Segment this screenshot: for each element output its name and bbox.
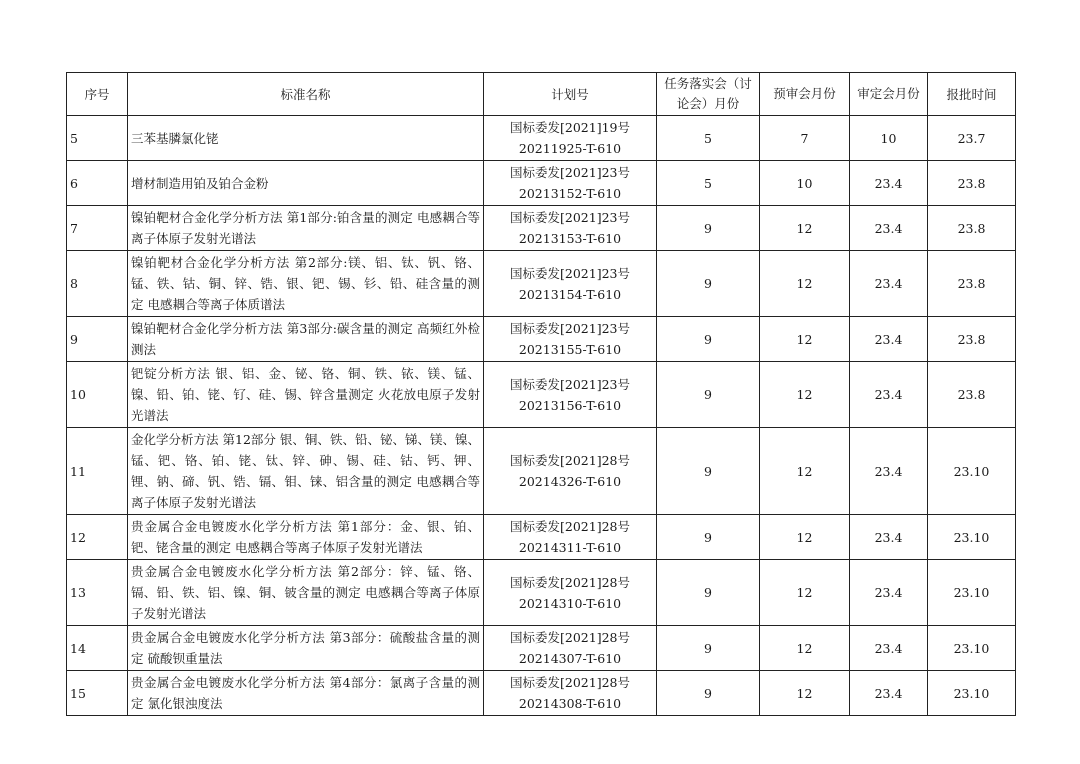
cell-report-time: 23.8 bbox=[928, 251, 1016, 317]
table-row bbox=[67, 206, 1016, 251]
cell-standard-name: 贵金属合金电镀废水化学分析方法 第4部分：氯离子含量的测定 氯化银浊度法 bbox=[128, 671, 484, 716]
cell-standard-name: 镍铂靶材合金化学分析方法 第2部分:镁、铝、钛、钒、铬、锰、铁、钴、铜、锌、锆、银、钯、锡、钐、铅、硅含量的测定 电感耦合等离子体质谱法 bbox=[128, 251, 484, 317]
plan-number: 20214310-T-610 bbox=[518, 595, 622, 611]
plan-document: 国标委发[2021]28号 bbox=[510, 453, 630, 468]
cell-pre-review-month: 12 bbox=[760, 428, 850, 515]
plan-number: 20211925-T-610 bbox=[518, 141, 622, 156]
cell-final-review-month: 23.4 bbox=[850, 317, 928, 362]
table-row bbox=[67, 560, 1016, 626]
table-row bbox=[67, 317, 1016, 362]
plan-document: 国标委发[2021]28号 bbox=[510, 519, 630, 534]
cell-standard-name: 三苯基膦氯化铑 bbox=[128, 116, 484, 161]
cell-plan bbox=[484, 251, 657, 317]
cell-report-time: 23.10 bbox=[928, 671, 1016, 716]
cell-task-month: 9 bbox=[657, 671, 760, 716]
header-report-time: 报批时间 bbox=[928, 73, 1016, 116]
cell-final-review-month: 23.4 bbox=[850, 515, 928, 560]
cell-seq: 7 bbox=[67, 206, 128, 251]
cell-report-time: 23.10 bbox=[928, 626, 1016, 671]
cell-report-time: 23.7 bbox=[928, 116, 1016, 161]
cell-plan bbox=[484, 362, 657, 428]
cell-task-month: 5 bbox=[657, 161, 760, 206]
plan-document: 国标委发[2021]23号 bbox=[510, 165, 630, 180]
cell-pre-review-month: 12 bbox=[760, 251, 850, 317]
cell-report-time: 23.10 bbox=[928, 428, 1016, 515]
cell-pre-review-month: 7 bbox=[760, 116, 850, 161]
cell-seq: 6 bbox=[67, 161, 128, 206]
plan-document: 国标委发[2021]23号 bbox=[510, 321, 630, 336]
table-row bbox=[67, 515, 1016, 560]
cell-seq: 8 bbox=[67, 251, 128, 317]
plan-number: 20213154-T-610 bbox=[518, 286, 622, 302]
cell-seq: 14 bbox=[67, 626, 128, 671]
cell-plan bbox=[484, 161, 657, 206]
cell-seq: 11 bbox=[67, 428, 128, 515]
plan-number: 20213155-T-610 bbox=[518, 342, 622, 357]
plan-document: 国标委发[2021]23号 bbox=[510, 265, 630, 281]
table-row bbox=[67, 251, 1016, 317]
cell-final-review-month: 23.4 bbox=[850, 428, 928, 515]
plan-number: 20214308-T-610 bbox=[518, 696, 622, 711]
cell-standard-name: 贵金属合金电镀废水化学分析方法 第1部分：金、银、铂、钯、铑含量的测定 电感耦合等离子体原子发射光谱法 bbox=[128, 515, 484, 560]
table-row bbox=[67, 428, 1016, 515]
cell-pre-review-month: 12 bbox=[760, 515, 850, 560]
table-row bbox=[67, 161, 1016, 206]
cell-final-review-month: 23.4 bbox=[850, 671, 928, 716]
cell-pre-review-month: 12 bbox=[760, 626, 850, 671]
cell-final-review-month: 23.4 bbox=[850, 626, 928, 671]
table-row bbox=[67, 362, 1016, 428]
cell-report-time: 23.8 bbox=[928, 206, 1016, 251]
cell-task-month: 9 bbox=[657, 560, 760, 626]
cell-standard-name: 金化学分析方法 第12部分 银、铜、铁、铅、铋、锑、镁、镍、锰、钯、铬、铂、铑、钛、锌、砷、锡、硅、钴、钙、钾、锂、钠、碲、钒、锆、镉、钼、铼、铝含量的测定 电感耦合等离子体原子发射光谱法 bbox=[128, 428, 484, 515]
header-row bbox=[67, 73, 1016, 116]
header-name: 标准名称 bbox=[128, 73, 484, 116]
cell-plan bbox=[484, 671, 657, 716]
cell-report-time: 23.8 bbox=[928, 161, 1016, 206]
cell-standard-name: 贵金属合金电镀废水化学分析方法 第2部分：锌、锰、铬、镉、铅、铁、铝、镍、铜、铍含量的测定 电感耦合等离子体原子发射光谱法 bbox=[128, 560, 484, 626]
cell-final-review-month: 23.4 bbox=[850, 206, 928, 251]
cell-final-review-month: 10 bbox=[850, 116, 928, 161]
cell-pre-review-month: 12 bbox=[760, 671, 850, 716]
plan-document: 国标委发[2021]28号 bbox=[510, 574, 630, 590]
cell-standard-name: 镍铂靶材合金化学分析方法 第3部分:碳含量的测定 高频红外检测法 bbox=[128, 317, 484, 362]
cell-task-month: 9 bbox=[657, 206, 760, 251]
cell-final-review-month: 23.4 bbox=[850, 251, 928, 317]
cell-plan bbox=[484, 626, 657, 671]
cell-final-review-month: 23.4 bbox=[850, 560, 928, 626]
cell-task-month: 9 bbox=[657, 515, 760, 560]
cell-task-month: 9 bbox=[657, 626, 760, 671]
plan-document: 国标委发[2021]23号 bbox=[510, 376, 630, 392]
standards-table bbox=[66, 72, 1016, 716]
cell-seq: 12 bbox=[67, 515, 128, 560]
table-body bbox=[67, 116, 1016, 716]
plan-number: 20214326-T-610 bbox=[518, 474, 622, 489]
plan-number: 20214311-T-610 bbox=[518, 540, 622, 555]
cell-task-month: 9 bbox=[657, 317, 760, 362]
cell-seq: 5 bbox=[67, 116, 128, 161]
plan-document: 国标委发[2021]23号 bbox=[510, 210, 630, 225]
cell-task-month: 9 bbox=[657, 251, 760, 317]
cell-pre-review-month: 12 bbox=[760, 560, 850, 626]
plan-number: 20213153-T-610 bbox=[518, 231, 622, 246]
header-task-month: 任务落实会（讨论会）月份 bbox=[657, 73, 760, 116]
cell-plan bbox=[484, 515, 657, 560]
plan-document: 国标委发[2021]28号 bbox=[510, 630, 630, 645]
table-row bbox=[67, 626, 1016, 671]
header-pre-review-month: 预审会月份 bbox=[760, 73, 850, 116]
cell-report-time: 23.8 bbox=[928, 317, 1016, 362]
cell-standard-name: 镍铂靶材合金化学分析方法 第1部分:铂含量的测定 电感耦合等离子体原子发射光谱法 bbox=[128, 206, 484, 251]
cell-final-review-month: 23.4 bbox=[850, 362, 928, 428]
header-plan: 计划号 bbox=[484, 73, 657, 116]
cell-plan bbox=[484, 206, 657, 251]
plan-number: 20214307-T-610 bbox=[518, 651, 622, 666]
cell-report-time: 23.10 bbox=[928, 515, 1016, 560]
cell-report-time: 23.8 bbox=[928, 362, 1016, 428]
header-final-review-month: 审定会月份 bbox=[850, 73, 928, 116]
cell-pre-review-month: 12 bbox=[760, 206, 850, 251]
table-row bbox=[67, 116, 1016, 161]
cell-standard-name: 贵金属合金电镀废水化学分析方法 第3部分：硫酸盐含量的测定 硫酸钡重量法 bbox=[128, 626, 484, 671]
cell-standard-name: 钯锭分析方法 银、铝、金、铋、铬、铜、铁、铱、镁、锰、镍、铅、铂、铑、钌、硅、锡、锌含量测定 火花放电原子发射光谱法 bbox=[128, 362, 484, 428]
cell-standard-name: 增材制造用铂及铂合金粉 bbox=[128, 161, 484, 206]
plan-number: 20213156-T-610 bbox=[518, 397, 622, 413]
cell-seq: 15 bbox=[67, 671, 128, 716]
plan-document: 国标委发[2021]28号 bbox=[510, 675, 630, 690]
cell-seq: 9 bbox=[67, 317, 128, 362]
table-row bbox=[67, 671, 1016, 716]
cell-pre-review-month: 12 bbox=[760, 317, 850, 362]
cell-report-time: 23.10 bbox=[928, 560, 1016, 626]
cell-task-month: 9 bbox=[657, 362, 760, 428]
cell-seq: 10 bbox=[67, 362, 128, 428]
cell-seq: 13 bbox=[67, 560, 128, 626]
cell-pre-review-month: 10 bbox=[760, 161, 850, 206]
plan-document: 国标委发[2021]19号 bbox=[510, 120, 630, 135]
header-seq: 序号 bbox=[67, 73, 128, 116]
cell-plan bbox=[484, 116, 657, 161]
cell-task-month: 9 bbox=[657, 428, 760, 515]
cell-pre-review-month: 12 bbox=[760, 362, 850, 428]
cell-task-month: 5 bbox=[657, 116, 760, 161]
cell-plan bbox=[484, 428, 657, 515]
cell-plan bbox=[484, 317, 657, 362]
plan-number: 20213152-T-610 bbox=[518, 186, 622, 201]
cell-plan bbox=[484, 560, 657, 626]
cell-final-review-month: 23.4 bbox=[850, 161, 928, 206]
